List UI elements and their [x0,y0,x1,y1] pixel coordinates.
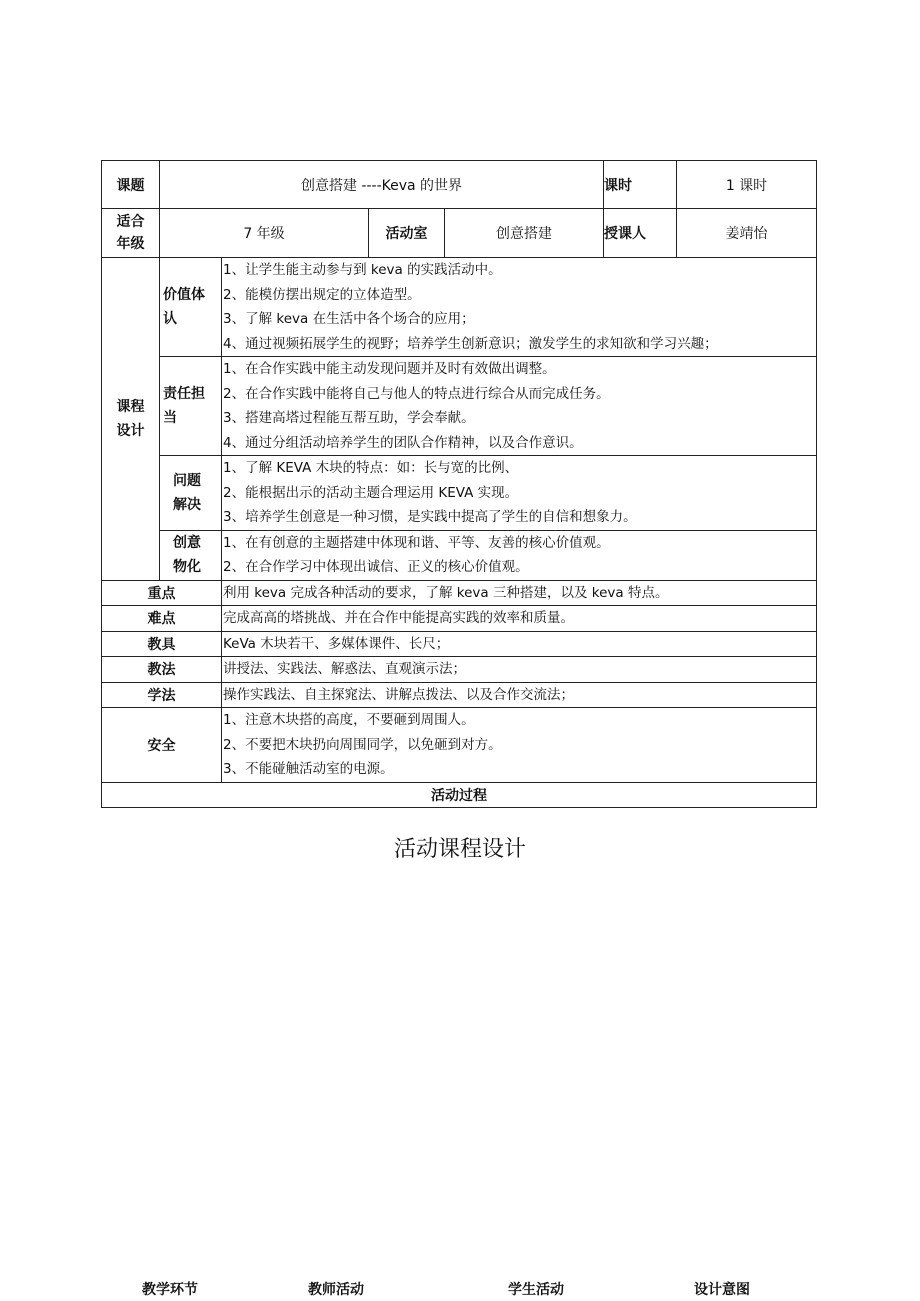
section-line: 3、了解 keva 在生活中各个场合的应用； [223,311,475,327]
safety-line: 2、不要把木块扔向周围同学，以免砸到对方。 [223,736,502,753]
row-text: 利用 keva 完成各种活动的要求，了解 keva 三种搭建，以及 keva 特点。 [222,580,817,606]
teaching-method-row [102,657,817,683]
section-line: 2、在合作学习中体现出诚信、正义的核心价值观。 [223,559,529,575]
grade-value: 7 年级 [160,209,369,258]
teacher-label: 授课人 [604,209,677,258]
process-row [102,782,817,807]
design-section-creative [102,530,817,580]
section-line: 1、了解 KEVA 木块的特点：如：长与宽的比例、 [223,460,519,476]
section-content [222,456,817,531]
grade-label: 适合年级 [102,209,160,258]
row-text: KeVa 木块若干、多媒体课件、长尺； [222,631,817,657]
section-label: 责任担当 [160,357,222,456]
section-line: 2、在合作实践中能将自己与他人的特点进行综合从而完成任务。 [223,385,610,402]
section-content [222,530,817,580]
section-line: 1、在合作实践中能主动发现问题并及时有效做出调整。 [223,361,556,377]
topic-row [102,161,817,209]
section-content [222,357,817,456]
section-line: 1、让学生能主动参与到 keva 的实践活动中。 [223,262,502,278]
section-line: 3、搭建高塔过程能互帮互助，学会奉献。 [223,410,475,426]
hours-value: 1 课时 [677,161,817,209]
row-label: 难点 [102,606,222,632]
row-text: 操作实践法、自主探窕法、讲解点拨法、以及合作交流法； [222,682,817,708]
hours-label: 课时 [604,161,677,209]
topic-label: 课题 [102,161,160,209]
row-label: 学法 [102,682,222,708]
section-line: 4、通过视频拓展学生的视野；培养学生创新意识；激发学生的求知欲和学习兴趣； [223,335,718,352]
design-section-responsibility [102,357,817,456]
row-label: 教法 [102,657,222,683]
difficulty-row [102,606,817,632]
process-label: 活动过程 [102,782,817,807]
design-section-problem [102,456,817,531]
safety-label: 安全 [102,708,222,783]
row-label: 教具 [102,631,222,657]
footer-design-intent: 设计意图 [694,1282,750,1298]
section-content [222,258,817,357]
section-line: 2、能根据出示的活动主题合理运用 KEVA 实现。 [223,484,519,501]
row-text: 讲授法、实践法、解惑法、直观演示法； [222,657,817,683]
design-section-value [102,258,817,357]
section-label: 问题解决 [160,456,222,531]
design-label: 课程设计 [102,258,160,581]
room-value: 创意搭建 [445,209,604,258]
section-label: 价值体认 [160,258,222,357]
row-label: 重点 [102,580,222,606]
room-label: 活动室 [369,209,445,258]
safety-content [222,708,817,783]
key-points-row [102,580,817,606]
row-text: 完成高高的塔挑战、并在合作中能提高实践的效率和质量。 [222,606,817,632]
topic-value: 创意搭建 ----Keva 的世界 [160,161,604,209]
lesson-plan-table [101,160,817,808]
section-line: 4、通过分组活动培养学生的团队合作精神，以及合作意识。 [223,434,583,451]
footer-student-activity: 学生活动 [508,1282,564,1298]
footer-teacher-activity: 教师活动 [308,1282,364,1298]
footer-teaching-stage: 教学环节 [142,1282,198,1298]
teacher-value: 姜靖怡 [677,209,817,258]
grade-row [102,209,817,258]
safety-line: 3、不能碰触活动室的电源。 [223,761,394,777]
section-line: 3、培养学生创意是一种习惯，是实践中提高了学生的自信和想象力。 [223,509,637,525]
safety-line: 1、注意木块搭的高度，不要砸到周围人。 [223,712,475,728]
section-label: 创意物化 [160,530,222,580]
section-line: 2、能模仿摆出规定的立体造型。 [223,286,421,303]
materials-row [102,631,817,657]
section-line: 1、在有创意的主题搭建中体现和谐、平等、友善的核心价值观。 [223,534,610,551]
learning-method-row [102,682,817,708]
safety-row [102,708,817,783]
page-title: 活动课程设计 [393,837,526,862]
